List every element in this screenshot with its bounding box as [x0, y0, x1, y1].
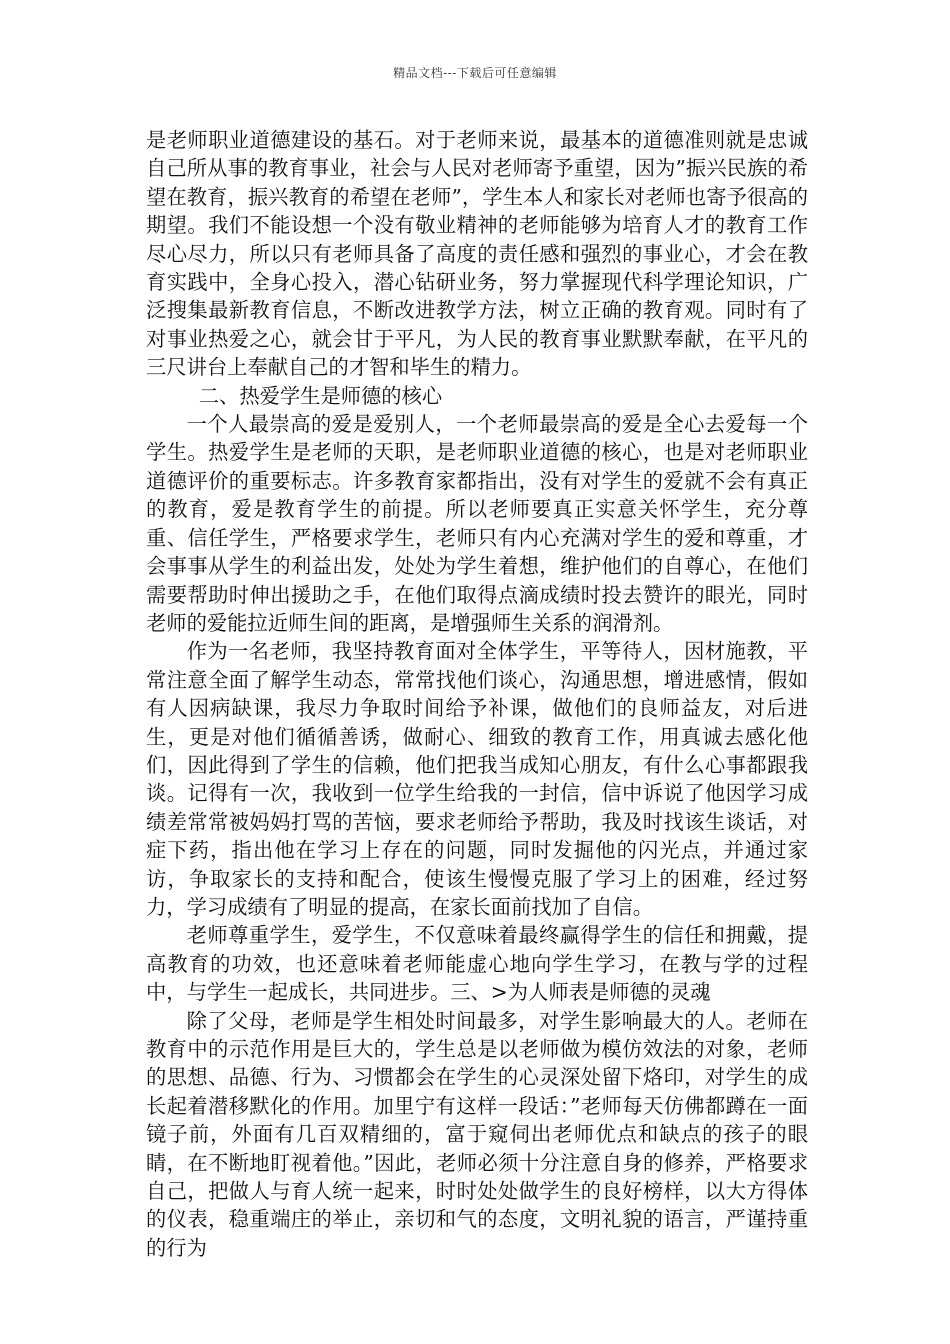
paragraph-role-model: 除了父母，老师是学生相处时间最多，对学生影响最大的人。老师在教育中的示范作用是巨大的，学生总是以老师做为模仿效法的对象，老师的思想、品德、行为、习惯都会在学生的心灵深处留下烙印，对学生的成长起着潜移默化的作用。加里宁有这样一段话：”老师每天仿佛都蹲在一面镜子前，外面有几百双精细的，富于窥伺出老师优点和缺点的孩子的眼睛，在不断地盯视着他。”因此，老师必须十分注意自身的修养，严格要求自己，把做人与育人统一起来，时时处处做学生的良好榜样，以大方得体的仪表，稳重端庄的举止，亲切和气的态度，文明礼貌的语言，严谨持重的行为 [146, 1008, 808, 1260]
document-body [146, 126, 808, 1262]
paragraph-duty: 是老师职业道德建设的基石。对于老师来说，最基本的道德准则就是忠诚自己所从事的教育事业，社会与人民对老师寄予重望，因为”振兴民族的希望在教育，振兴教育的希望在老师”，学生本人和家长对老师也寄予很高的期望。我们不能设想一个没有敬业精神的老师能够为培育人才的教育工作尽心尽力，所以只有老师具备了高度的责任感和强烈的事业心，才会在教育实践中，全身心投入，潜心钻研业务，努力掌握现代科学理论知识，广泛搜集最新教育信息，不断改进教学方法，树立正确的教育观。同时有了对事业热爱之心，就会甘于平凡，为人民的教育事业默默奉献，在平凡的三尺讲台上奉献自己的才智和毕生的精力。 [146, 128, 808, 380]
paragraph-respect-students: 老师尊重学生，爱学生，不仅意味着最终赢得学生的信任和拥戴，提高教育的功效，也还意味着老师能虚心地向学生学习，在教与学的过程中，与学生一起成长，共同进步。三、>为人师表是师德的灵魂 [146, 923, 808, 1005]
section-heading-love-students: 二、热爱学生是师德的核心 [198, 383, 443, 408]
page-header: 精品文档---下载后可任意编辑 [393, 66, 557, 80]
paragraph-love-students: 一个人最崇高的爱是爱别人，一个老师最崇高的爱是全心去爱每一个学生。热爱学生是老师的天职，是老师职业道德的核心，也是对老师职业道德评价的重要标志。许多教育家都指出，没有对学生的爱就不会有真正的教育，爱是教育学生的前提。所以老师要真正实意关怀学生，充分尊重、信任学生，严格要求学生，老师只有内心充满对学生的爱和尊重，才会事事从学生的利益出发，处处为学生着想，维护他们的自尊心，在他们需要帮助时伸出援助之手，在他们取得点滴成绩时投去赞许的眼光，同时老师的爱能拉近师生间的距离，是增强师生关系的润滑剂。 [146, 412, 808, 635]
paragraph-teacher-experience: 作为一名老师，我坚持教育面对全体学生，平等待人，因材施教，平常注意全面了解学生动态，常常找他们谈心，沟通思想，增进感情，假如有人因病缺课，我尽力争取时间给予补课，做他们的良师益友，对后进生，更是对他们循循善诱，做耐心、细致的教育工作，用真诚去感化他们，因此得到了学生的信赖，他们把我当成知心朋友，有什么心事都跟我谈。记得有一次，我收到一位学生给我的一封信，信中诉说了他因学习成绩差常常被妈妈打骂的苦恼，要求老师给予帮助，我及时找该生谈话，对症下药，指出他在学习上存在的问题，同时发掘他的闪光点，并通过家访，争取家长的支持和配合，使该生慢慢克服了学习上的困难，经过努力，学习成绩有了明显的提高，在家长面前找加了自信。 [146, 639, 808, 919]
